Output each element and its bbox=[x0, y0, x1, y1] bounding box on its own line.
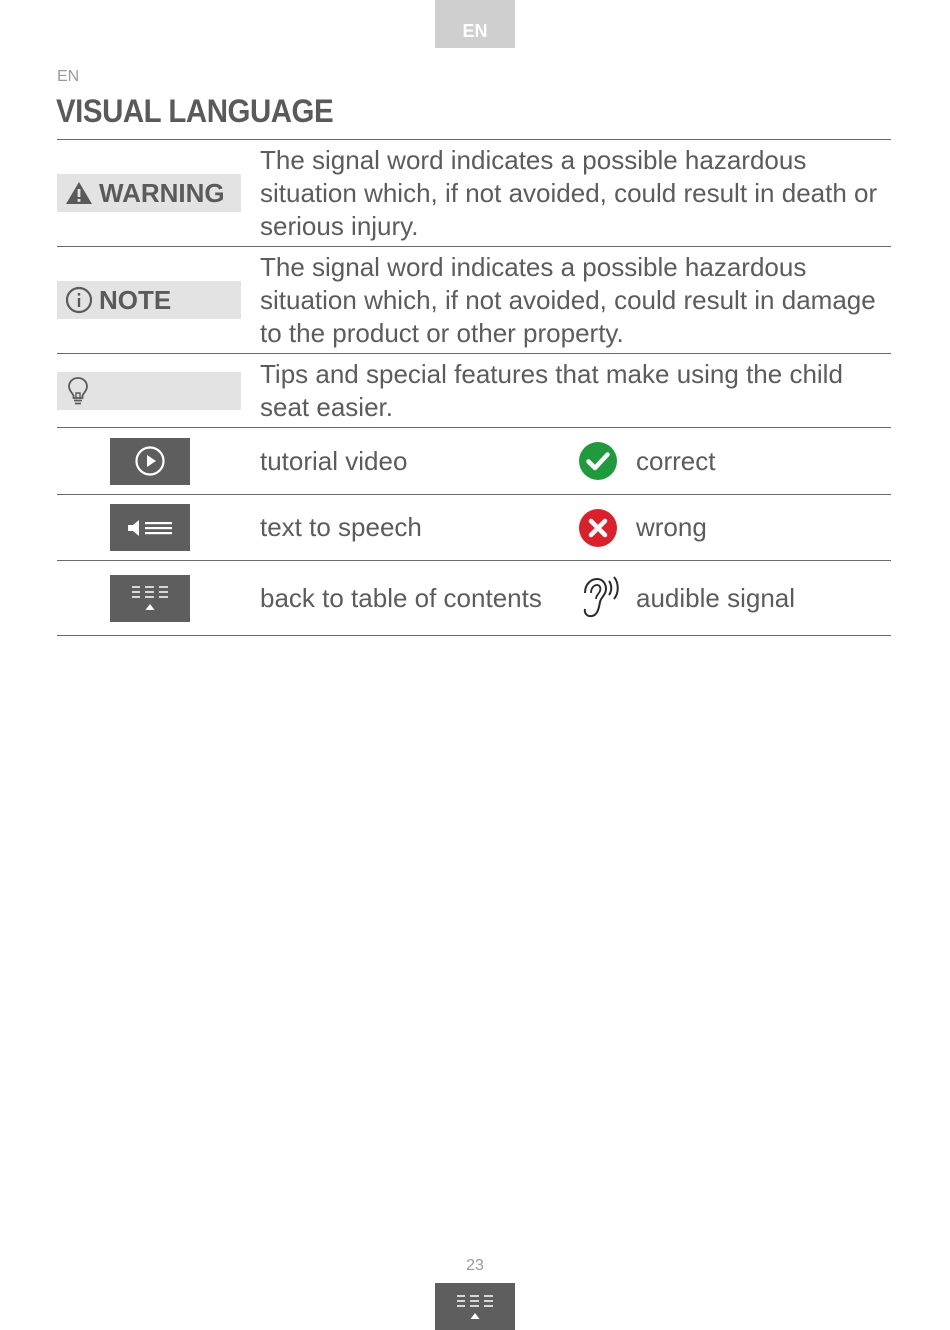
page-number: 23 bbox=[466, 1257, 484, 1274]
legend-row-text-to-speech bbox=[57, 495, 891, 561]
signal-row-warning bbox=[57, 140, 891, 247]
table-of-contents-icon bbox=[455, 1292, 495, 1322]
check-green-icon bbox=[578, 441, 618, 481]
language-tab-label: EN bbox=[462, 20, 488, 41]
signal-description: The signal word indicates a possible hazardous situation which, if not avoided, could result in damage to the product or other property. bbox=[260, 251, 876, 348]
signal-word: NOTE bbox=[99, 284, 172, 315]
legend-row-tutorial-video bbox=[57, 428, 891, 495]
legend-row-table-of-contents bbox=[57, 561, 891, 636]
warning-triangle-icon bbox=[65, 181, 93, 205]
legend-symbol-label: correct bbox=[636, 445, 716, 476]
x-red-icon bbox=[578, 508, 618, 548]
language-tab[interactable] bbox=[435, 0, 515, 48]
legend-symbol-label: wrong bbox=[636, 512, 707, 542]
note-signal-badge bbox=[57, 281, 241, 319]
footer-table-of-contents-button[interactable] bbox=[435, 1283, 515, 1330]
warning-signal-badge bbox=[57, 174, 241, 212]
table-of-contents-icon bbox=[130, 583, 170, 613]
legend-label: text to speech bbox=[260, 512, 422, 542]
signal-row-tip bbox=[57, 354, 891, 428]
text-to-speech-icon bbox=[126, 517, 174, 539]
signal-word: WARNING bbox=[99, 177, 225, 208]
text-to-speech-button[interactable] bbox=[110, 504, 190, 551]
signal-row-note bbox=[57, 247, 891, 354]
legend-label: back to table of contents bbox=[260, 582, 542, 613]
table-of-contents-button[interactable] bbox=[110, 575, 190, 622]
page-title: VISUAL LANGUAGE bbox=[56, 93, 334, 129]
legend-symbol-label: audible signal bbox=[636, 582, 796, 613]
tip-signal-badge bbox=[57, 372, 241, 410]
tutorial-video-button[interactable] bbox=[110, 438, 190, 485]
lightbulb-icon bbox=[65, 375, 91, 407]
signal-description: Tips and special features that make using the child seat easier. bbox=[260, 358, 843, 422]
play-video-icon bbox=[134, 445, 166, 477]
visual-language-table bbox=[57, 139, 891, 636]
signal-description: The signal word indicates a possible hazardous situation which, if not avoided, could result in death or serious injury. bbox=[260, 144, 878, 241]
ear-icon bbox=[575, 573, 621, 623]
info-circle-icon bbox=[65, 286, 93, 314]
legend-label: tutorial video bbox=[260, 445, 408, 476]
language-label: EN bbox=[57, 68, 80, 85]
